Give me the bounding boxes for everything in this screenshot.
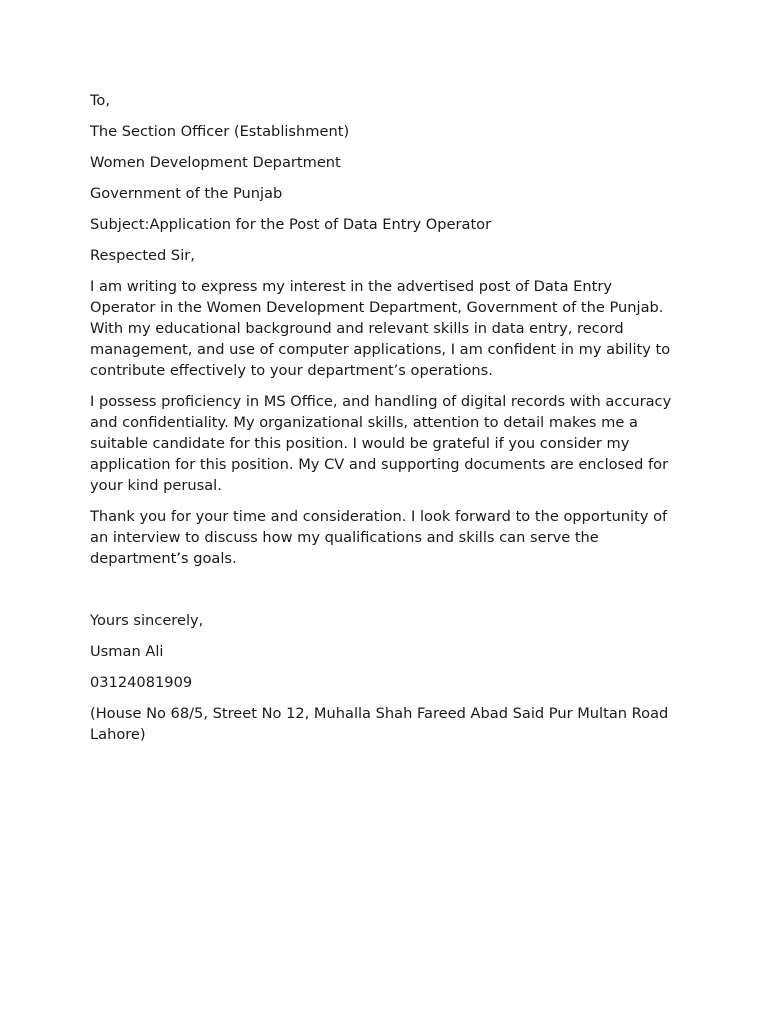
body-paragraph-1: I am writing to express my interest in the advertised post of Data Entry Operator in the Women Development Department, Government of the Punjab. With my educational background and relevant skills in data entry, record management, and use of computer applications, I am confident in my ability to contribute effectively to your department’s operations. [90, 278, 671, 379]
closing: Yours sincerely, [90, 612, 204, 629]
subject-line: Subject:Application for the Post of Data Entry Operator [90, 216, 492, 233]
blank-line [90, 579, 680, 610]
recipient-title: The Section Officer (Establishment) [90, 123, 350, 140]
recipient-department: Women Development Department [90, 154, 341, 171]
letter-document [90, 90, 680, 755]
greeting: Respected Sir, [90, 247, 195, 264]
salutation-to: To, [90, 92, 111, 109]
body-paragraph-2: I possess proficiency in MS Office, and handling of digital records with accuracy and confidentiality. My organizational skills, attention to detail makes me a suitable candidate for this position. I would be grateful if you consider my application for this position. My CV and supporting documents are enclosed for your kind perusal. [90, 393, 672, 494]
recipient-government: Government of the Punjab [90, 185, 283, 202]
sender-name: Usman Ali [90, 643, 164, 660]
body-paragraph-3: Thank you for your time and consideration. I look forward to the opportunity of an interview to discuss how my qualifications and skills can serve the department’s goals. [90, 508, 668, 567]
sender-phone: 03124081909 [90, 674, 193, 691]
sender-address: (House No 68/5, Street No 12, Muhalla Shah Fareed Abad Said Pur Multan Road Lahore) [90, 705, 669, 743]
